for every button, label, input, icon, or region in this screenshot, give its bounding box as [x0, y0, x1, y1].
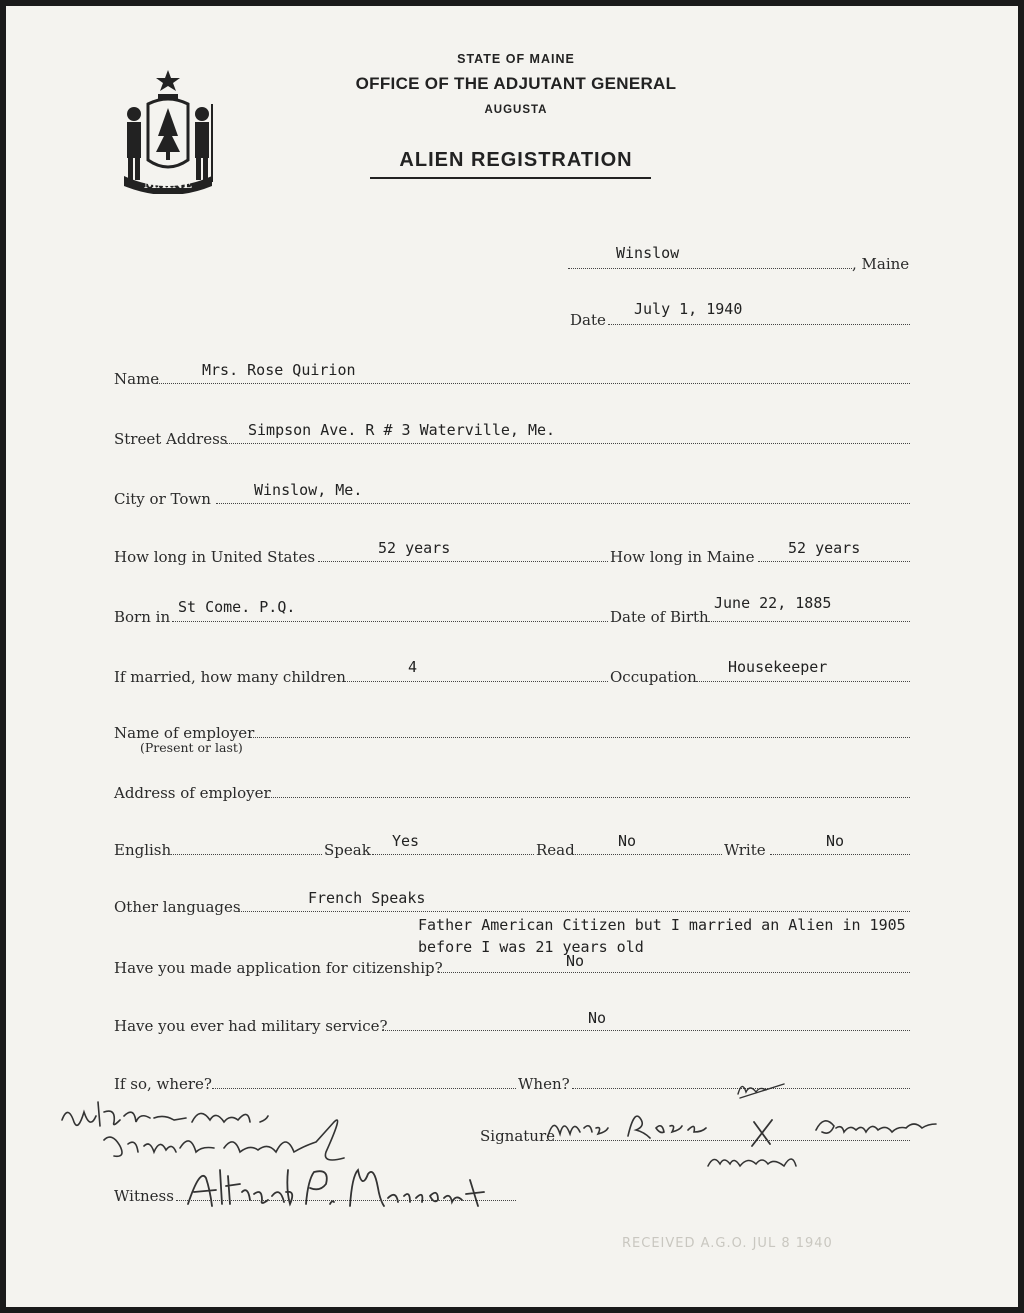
children-line: [344, 681, 608, 682]
state-heading: STATE OF MAINE: [457, 52, 575, 66]
citizenship-note-line1: Father American Citizen but I married an Alien in 1905: [418, 916, 906, 934]
form-title: ALIEN REGISTRATION: [399, 149, 633, 171]
citizenship-value: No: [566, 952, 585, 970]
other-languages-label: Other languages: [114, 898, 241, 916]
street-line: [226, 443, 910, 444]
where-label: If so, where?: [114, 1075, 212, 1093]
maine-duration-value: 52 years: [788, 539, 861, 557]
signature-label: Signature: [480, 1127, 556, 1145]
speak-label: Speak: [324, 841, 371, 859]
where-line: [212, 1088, 516, 1089]
read-value: No: [618, 832, 637, 850]
occupation-label: Occupation: [610, 668, 697, 686]
title-underline: [370, 177, 651, 179]
dob-value: June 22, 1885: [714, 594, 832, 612]
city-line: [216, 503, 910, 504]
street-label: Street Address: [114, 430, 228, 448]
us-duration-label: How long in United States: [114, 548, 316, 566]
name-value: Mrs. Rose Quirion: [202, 361, 356, 379]
speak-line: [372, 854, 534, 855]
maine-duration-label: How long in Maine: [610, 548, 755, 566]
place-line: [568, 268, 852, 269]
english-line: [168, 854, 322, 855]
dob-line: [708, 621, 910, 622]
office-heading: OFFICE OF THE ADJUTANT GENERAL: [355, 74, 677, 93]
occupation-value: Housekeeper: [728, 658, 828, 676]
other-languages-line: [238, 911, 910, 912]
citizenship-line: [438, 972, 910, 973]
speak-value: Yes: [392, 832, 420, 850]
when-label: When?: [518, 1075, 570, 1093]
city-heading: AUGUSTA: [484, 104, 548, 116]
name-label: Name: [114, 370, 160, 388]
children-label: If married, how many children: [114, 668, 346, 686]
born-in-line: [172, 621, 608, 622]
place-suffix: , Maine: [852, 255, 910, 273]
date-line: [608, 324, 910, 325]
city-label: City or Town: [114, 490, 211, 508]
employer-label: Name of employer: [114, 724, 255, 742]
employer-address-line: [268, 797, 910, 798]
city-value: Winslow, Me.: [254, 481, 363, 499]
handwritten-signature: [544, 1070, 944, 1180]
military-value: No: [588, 1009, 607, 1027]
read-line: [572, 854, 722, 855]
witness-signature: [182, 1160, 522, 1220]
write-value: No: [826, 832, 845, 850]
citizenship-label: Have you made application for citizenship?: [114, 959, 443, 977]
dob-label: Date of Birth: [610, 608, 709, 626]
military-line: [382, 1030, 910, 1031]
born-in-label: Born in: [114, 608, 171, 626]
name-line: [156, 383, 910, 384]
other-languages-value: French Speaks: [308, 889, 426, 907]
registration-form: [6, 6, 1018, 1307]
us-duration-value: 52 years: [378, 539, 451, 557]
employer-address-label: Address of employer: [114, 784, 271, 802]
english-label: English: [114, 841, 172, 859]
write-line: [770, 854, 910, 855]
date-label: Date: [570, 311, 606, 329]
street-value: Simpson Ave. R # 3 Waterville, Me.: [248, 421, 556, 439]
maine-duration-line: [758, 561, 910, 562]
born-in-value: St Come. P.Q.: [178, 598, 296, 616]
date-value: July 1, 1940: [634, 300, 743, 318]
us-duration-line: [318, 561, 608, 562]
employer-line: [250, 737, 910, 738]
military-label: Have you ever had military service?: [114, 1017, 388, 1035]
read-label: Read: [536, 841, 575, 859]
occupation-line: [696, 681, 910, 682]
witness-label: Witness: [114, 1187, 174, 1205]
employer-sublabel: (Present or last): [140, 740, 243, 755]
svg-text:MAINE: MAINE: [143, 177, 193, 191]
write-label: Write: [724, 841, 766, 859]
citizenship-note-line2: before I was 21 years old: [418, 938, 644, 956]
place-value: Winslow: [616, 244, 680, 262]
children-value: 4: [408, 658, 418, 676]
received-stamp: RECEIVED A.G.O. JUL 8 1940: [622, 1236, 833, 1251]
